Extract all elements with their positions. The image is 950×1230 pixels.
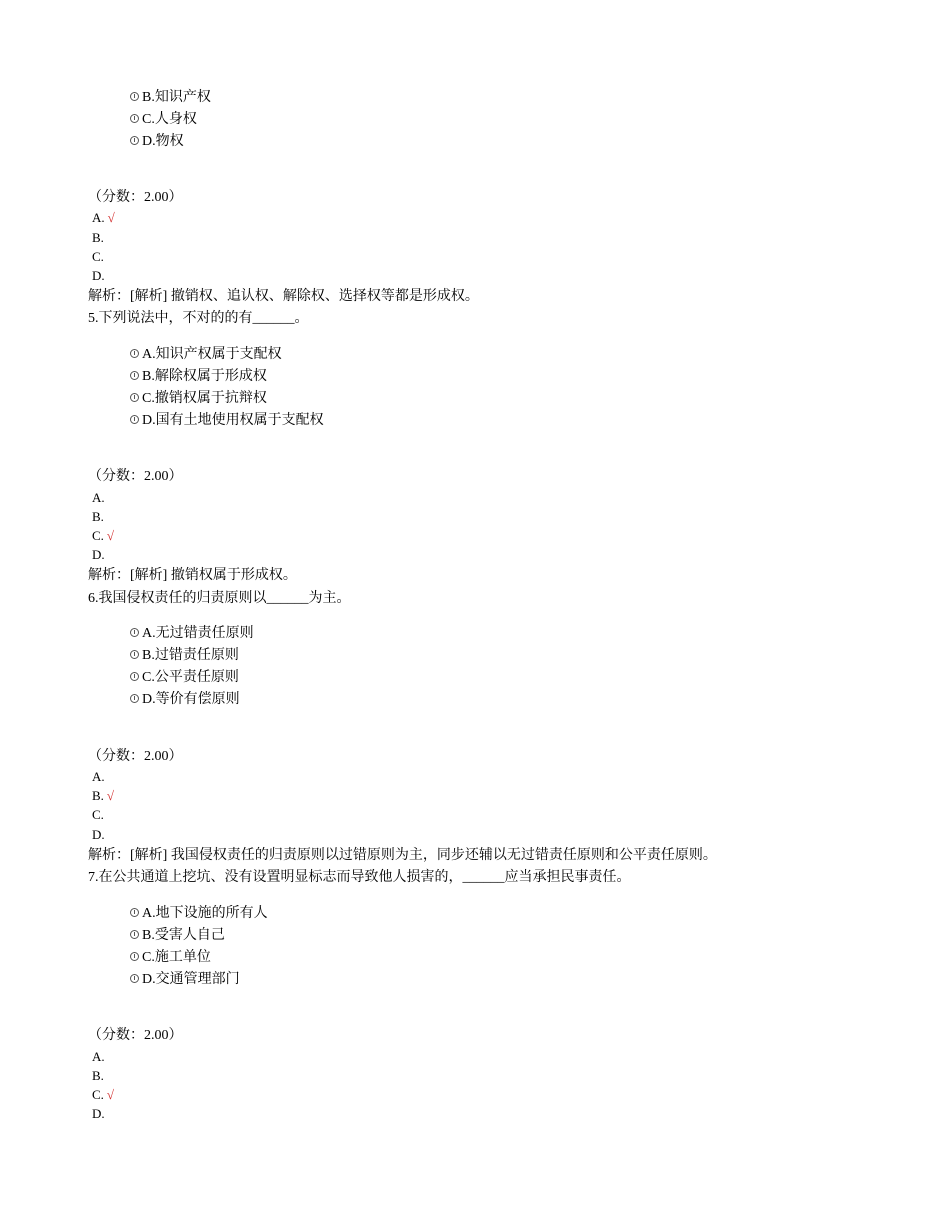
option-label: B.受害人自己: [142, 928, 225, 943]
explanation: 解析：[解析] 撤销权、追认权、解除权、选择权等都是形成权。: [88, 289, 479, 304]
option-row[interactable]: [130, 367, 267, 387]
score-label: （分数：2.00）: [88, 190, 183, 205]
option-label: A.知识产权属于支配权: [142, 347, 282, 362]
option-label: D.物权: [142, 134, 184, 149]
radio-icon[interactable]: [130, 628, 139, 637]
option-row[interactable]: [130, 624, 254, 644]
radio-icon[interactable]: [130, 952, 139, 961]
radio-icon[interactable]: [130, 930, 139, 939]
option-label: C.撤销权属于抗辩权: [142, 391, 267, 406]
answer-label: D.: [92, 268, 105, 283]
question-text: 6.我国侵权责任的归责原则以______为主。: [88, 591, 351, 606]
explanation: 解析：[解析] 撤销权属于形成权。: [88, 568, 297, 583]
option-row[interactable]: [130, 948, 211, 968]
option-row[interactable]: [130, 926, 225, 946]
radio-icon[interactable]: [130, 136, 139, 145]
answer-row: [92, 488, 105, 507]
radio-icon[interactable]: [130, 114, 139, 123]
answer-row: [92, 526, 114, 545]
check-mark-icon: √: [107, 210, 115, 225]
option-row[interactable]: [130, 345, 282, 365]
answer-row: [92, 1104, 105, 1123]
answer-row: [92, 247, 104, 266]
option-label: D.国有土地使用权属于支配权: [142, 413, 324, 428]
answer-label: D.: [92, 827, 105, 842]
radio-icon[interactable]: [130, 974, 139, 983]
answer-row: [92, 805, 104, 824]
answer-label: C.: [92, 807, 104, 822]
answer-label: D.: [92, 1106, 105, 1121]
option-label: C.人身权: [142, 112, 197, 127]
radio-icon[interactable]: [130, 650, 139, 659]
radio-icon[interactable]: [130, 371, 139, 380]
answer-row: [92, 545, 105, 564]
answer-label: B.: [92, 788, 104, 803]
explanation: 解析：[解析] 我国侵权责任的归责原则以过错原则为主，同步还辅以无过错责任原则和公平责任原则。: [88, 848, 717, 863]
option-label: B.知识产权: [142, 90, 211, 105]
answer-row: [92, 1047, 105, 1066]
answer-label: A.: [92, 490, 105, 505]
answer-row: [92, 767, 105, 786]
answer-row: [92, 1085, 114, 1104]
answer-row: [92, 266, 105, 285]
answer-row: [92, 228, 104, 247]
option-label: A.无过错责任原则: [142, 626, 254, 641]
radio-icon[interactable]: [130, 908, 139, 917]
option-label: D.交通管理部门: [142, 972, 240, 987]
option-row[interactable]: [130, 389, 267, 409]
option-label: B.解除权属于形成权: [142, 369, 267, 384]
check-mark-icon: √: [106, 788, 115, 803]
question-text: 7.在公共通道上挖坑、没有设置明显标志而导致他人损害的，______应当承担民事责任。: [88, 870, 631, 885]
option-row[interactable]: [130, 646, 239, 666]
score-label: （分数：2.00）: [88, 1028, 183, 1043]
answer-label: A.: [92, 769, 105, 784]
option-label: A.地下设施的所有人: [142, 906, 268, 921]
answer-row: [92, 507, 104, 526]
score-label: （分数：2.00）: [88, 749, 183, 764]
answer-label: A.: [92, 1049, 105, 1064]
question-text: 5.下列说法中，不对的的有______。: [88, 311, 309, 326]
answer-label: C.: [92, 528, 104, 543]
answer-label: B.: [92, 1068, 104, 1083]
option-row[interactable]: [130, 970, 240, 990]
option-row[interactable]: [130, 690, 240, 710]
answer-label: C.: [92, 1087, 104, 1102]
radio-icon[interactable]: [130, 92, 139, 101]
option-label: C.公平责任原则: [142, 670, 239, 685]
answer-row: [92, 208, 115, 227]
option-row[interactable]: [130, 668, 239, 688]
radio-icon[interactable]: [130, 415, 139, 424]
score-label: （分数：2.00）: [88, 469, 183, 484]
option-row[interactable]: [130, 110, 197, 130]
option-row[interactable]: [130, 904, 268, 924]
option-label: C.施工单位: [142, 950, 211, 965]
option-row[interactable]: [130, 411, 324, 431]
radio-icon[interactable]: [130, 393, 139, 402]
option-label: D.等价有偿原则: [142, 692, 240, 707]
option-row[interactable]: [130, 132, 184, 152]
option-label: B.过错责任原则: [142, 648, 239, 663]
check-mark-icon: √: [106, 528, 115, 543]
radio-icon[interactable]: [130, 349, 139, 358]
answer-label: B.: [92, 230, 104, 245]
answer-label: B.: [92, 509, 104, 524]
answer-label: C.: [92, 249, 104, 264]
answer-row: [92, 1066, 104, 1085]
answer-row: [92, 786, 114, 805]
radio-icon[interactable]: [130, 672, 139, 681]
check-mark-icon: √: [106, 1087, 115, 1102]
answer-label: A.: [92, 210, 105, 225]
option-row[interactable]: [130, 88, 211, 108]
answer-row: [92, 825, 105, 844]
radio-icon[interactable]: [130, 694, 139, 703]
answer-label: D.: [92, 547, 105, 562]
